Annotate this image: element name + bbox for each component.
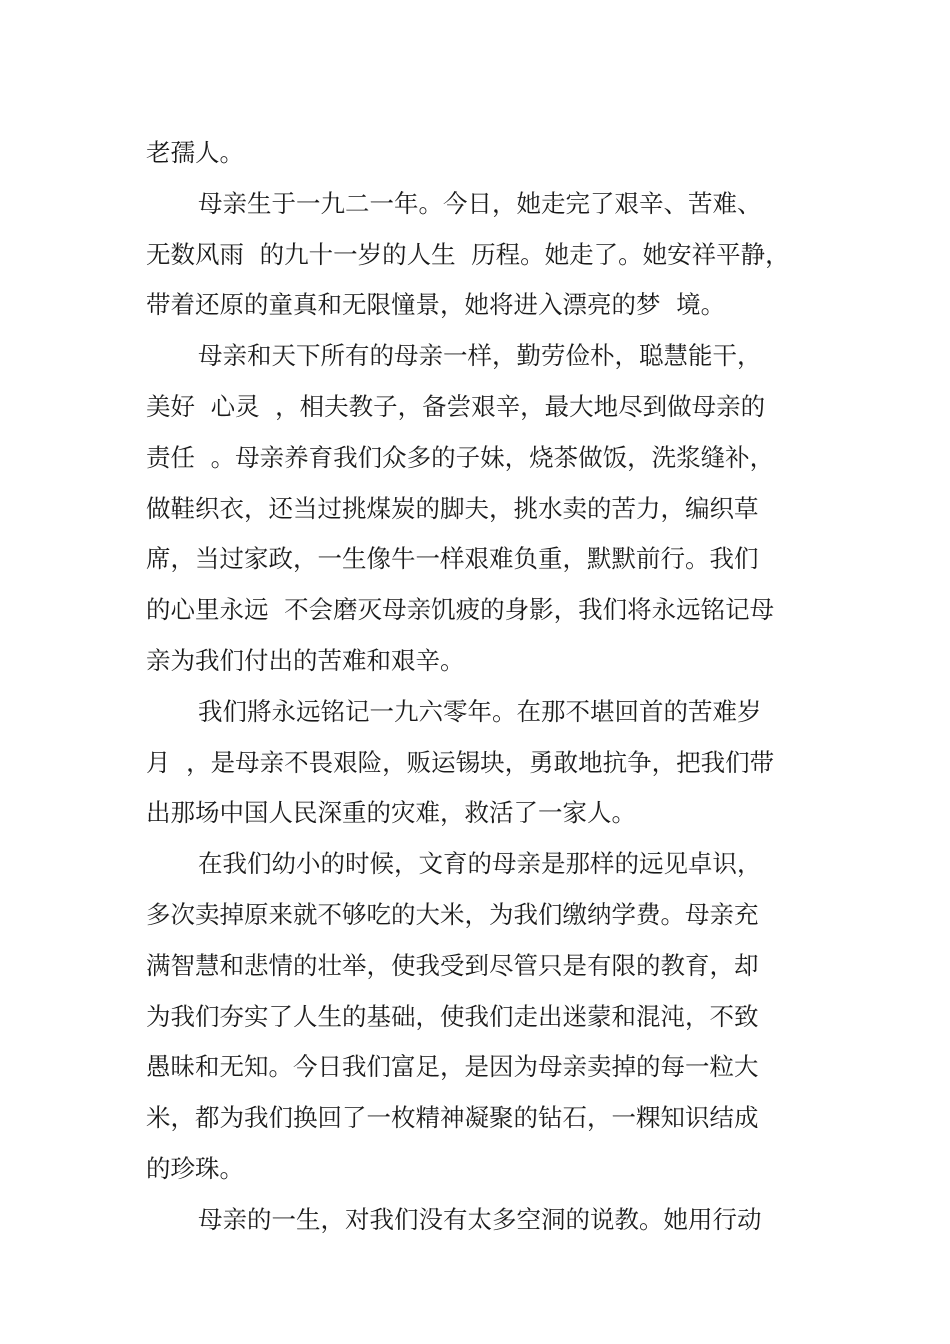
text-line: 母亲的一生，对我们没有太多空洞的说教。她用行动 — [198, 1204, 762, 1234]
text-line: 的珍珠。 — [146, 1153, 244, 1183]
text-line: 责任 。母亲养育我们众多的子妹，烧茶做饭，洗浆缝补， — [146, 442, 775, 472]
text-line: 母亲生于一九二一年。今日，她走完了艰辛、苦难、 — [198, 188, 762, 218]
text-line: 带着还原的童真和无限憧景，她将进入漂亮的梦 境。 — [146, 290, 726, 320]
text-line: 做鞋织衣，还当过挑煤炭的脚夫，挑水卖的苦力，编织草 — [146, 493, 759, 523]
text-line: 出那场中国人民深重的灾难，救活了一家人。 — [146, 798, 636, 828]
text-line: 在我们幼小的时候，文育的母亲是那样的远见卓识， — [198, 849, 762, 879]
text-line: 母亲和天下所有的母亲一样，勤劳俭朴，聪慧能干， — [198, 341, 762, 371]
text-line: 月 ，是母亲不畏艰险，贩运锡块，勇敢地抗争，把我们带 — [146, 747, 775, 777]
text-line: 多次卖掉原来就不够吃的大米，为我们缴纳学费。母亲充 — [146, 899, 759, 929]
text-line: 为我们夯实了人生的基础，使我们走出迷蒙和混沌，不致 — [146, 1001, 759, 1031]
text-line: 愚昧和无知。今日我们富足，是因为母亲卖掉的每一粒大 — [146, 1052, 759, 1082]
text-line: 美好 心灵 ，相夫教子，备尝艰辛，最大地尽到做母亲的 — [146, 391, 766, 421]
text-line: 席，当过家政，一生像牛一样艰难负重，默默前行。我们 — [146, 544, 759, 574]
text-line: 满智慧和悲情的壮举，使我受到尽管只是有限的教育，却 — [146, 950, 759, 980]
text-line: 的心里永远 不会磨灭母亲饥疲的身影，我们将永远铭记母 — [146, 595, 775, 625]
text-line: 米，都为我们换回了一枚精神凝聚的钻石，一粿知识结成 — [146, 1103, 759, 1133]
text-line: 亲为我们付出的苦难和艰辛。 — [146, 645, 465, 675]
text-line: 老孺人。 — [146, 138, 244, 167]
text-line: 我们將永远铭记一九六零年。在那不堪回首的苦难岁 — [198, 696, 762, 726]
body-text — [146, 128, 816, 1246]
text-line: 无数风雨 的九十一岁的人生 历程。她走了。她安祥平静， — [146, 239, 790, 269]
